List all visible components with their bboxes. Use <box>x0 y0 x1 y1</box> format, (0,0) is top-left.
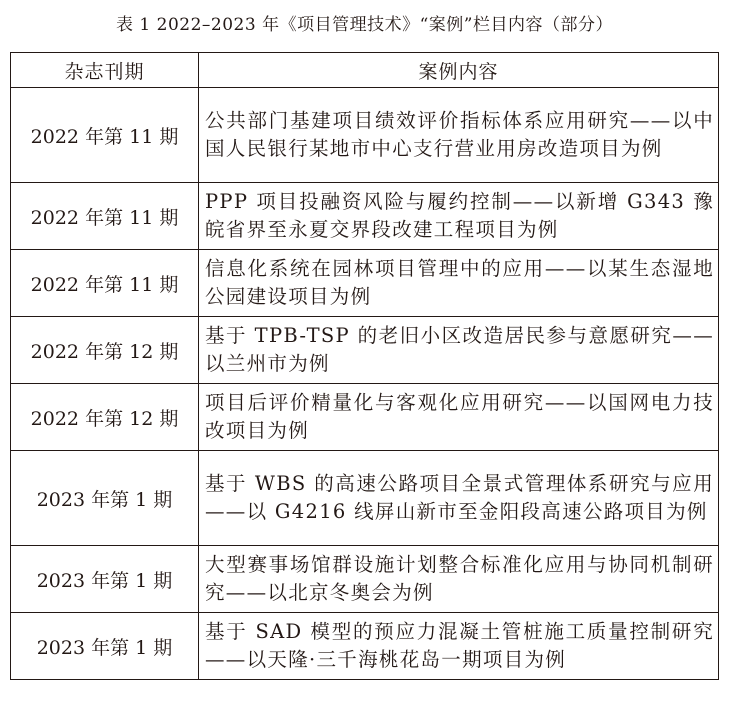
table-row <box>11 546 719 613</box>
content-cell: 公共部门基建项目绩效评价指标体系应用研究——以中国人民银行某地市中心支行营业用房改造项目为例 <box>199 88 719 183</box>
table-caption: 表 1 2022–2023 年《项目管理技术》“案例”栏目内容（部分） <box>116 15 613 35</box>
content-cell: 基于 TPB-TSP 的老旧小区改造居民参与意愿研究——以兰州市为例 <box>199 317 719 384</box>
column-header-issue: 杂志刊期 <box>11 53 199 88</box>
table-row <box>11 317 719 384</box>
issue-cell: 2023 年第 1 期 <box>11 546 199 613</box>
content-cell: 基于 WBS 的高速公路项目全景式管理体系研究与应用——以 G4216 线屏山新市至金阳段高速公路项目为例 <box>199 451 719 546</box>
issue-cell: 2022 年第 11 期 <box>11 250 199 317</box>
content-cell: PPP 项目投融资风险与履约控制——以新增 G343 豫皖省界至永夏交界段改建工程项目为例 <box>199 183 719 250</box>
issue-cell: 2022 年第 11 期 <box>11 183 199 250</box>
table-row <box>11 451 719 546</box>
issue-cell: 2023 年第 1 期 <box>11 613 199 680</box>
table-row <box>11 384 719 451</box>
content-cell: 基于 SAD 模型的预应力混凝土管桩施工质量控制研究——以天隆·三千海桃花岛一期项目为例 <box>199 613 719 680</box>
table-row <box>11 88 719 183</box>
case-table <box>10 52 719 680</box>
table-row <box>11 183 719 250</box>
issue-cell: 2022 年第 12 期 <box>11 317 199 384</box>
content-cell: 大型赛事场馆群设施计划整合标准化应用与协同机制研究——以北京冬奥会为例 <box>199 546 719 613</box>
table-header-row <box>11 53 719 88</box>
issue-cell: 2023 年第 1 期 <box>11 451 199 546</box>
content-cell: 信息化系统在园林项目管理中的应用——以某生态湿地公园建设项目为例 <box>199 250 719 317</box>
table-row <box>11 250 719 317</box>
content-cell: 项目后评价精量化与客观化应用研究——以国网电力技改项目为例 <box>199 384 719 451</box>
table-row <box>11 613 719 680</box>
issue-cell: 2022 年第 11 期 <box>11 88 199 183</box>
column-header-content: 案例内容 <box>199 53 719 88</box>
issue-cell: 2022 年第 12 期 <box>11 384 199 451</box>
